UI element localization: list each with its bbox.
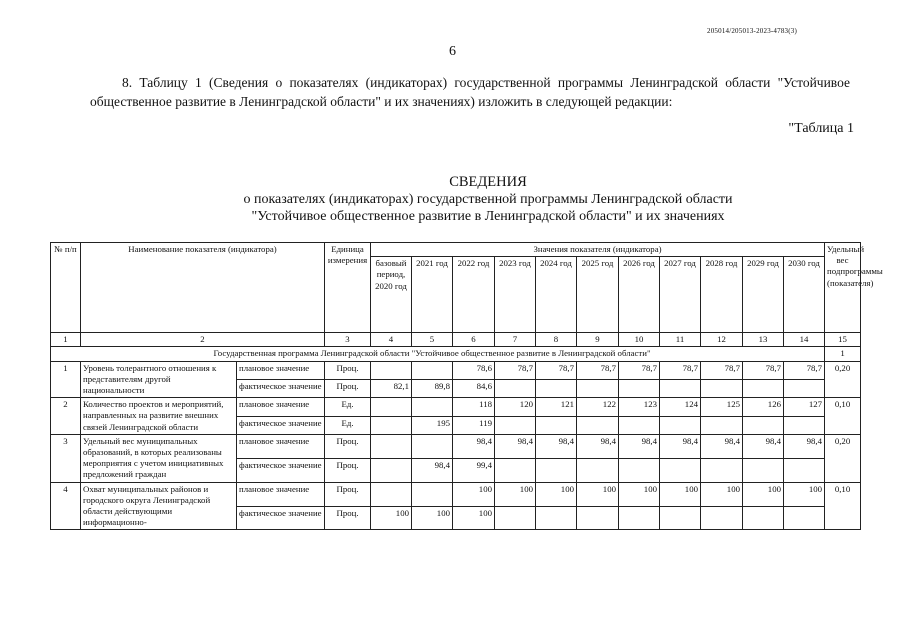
value-type-label: плановое значение <box>237 482 325 506</box>
value-cell: 124 <box>660 398 701 416</box>
value-cell <box>784 506 825 530</box>
value-type-label: плановое значение <box>237 361 325 379</box>
value-cell <box>701 379 743 397</box>
value-cell: 100 <box>495 482 536 506</box>
value-cell <box>619 416 660 434</box>
value-cell <box>660 506 701 530</box>
header-unit: Единица измерения <box>325 243 371 333</box>
value-cell <box>412 361 453 379</box>
value-cell: 98,4 <box>743 434 784 458</box>
value-cell <box>495 506 536 530</box>
value-type-label: плановое значение <box>237 398 325 416</box>
value-cell <box>536 379 577 397</box>
header-name: Наименование показателя (индикатора) <box>81 243 325 333</box>
header-year: 2024 год <box>536 257 577 333</box>
indicator-row-plan <box>51 361 861 379</box>
program-label: Государственная программа Ленинградской области "Устойчивое общественное развитие в Ленинградской области" <box>81 347 784 361</box>
header-values-group: Значения показателя (индикатора) <box>371 243 825 257</box>
header-year: 2022 год <box>453 257 495 333</box>
value-type-label: фактическое значение <box>237 416 325 434</box>
column-number: 1 <box>51 333 81 347</box>
indicator-number: 1 <box>51 361 81 398</box>
value-cell: 89,8 <box>412 379 453 397</box>
indicator-weight: 0,10 <box>825 398 861 435</box>
value-cell: 118 <box>453 398 495 416</box>
unit-cell: Ед. <box>325 416 371 434</box>
value-cell: 98,4 <box>619 434 660 458</box>
value-cell <box>536 458 577 482</box>
value-cell: 78,7 <box>660 361 701 379</box>
column-number: 5 <box>412 333 453 347</box>
indicator-name: Удельный вес муниципальных образований, в которых реализованы мероприятия с учетом инициативных предложений граждан <box>81 434 237 482</box>
value-type-label: фактическое значение <box>237 458 325 482</box>
value-cell: 98,4 <box>701 434 743 458</box>
header-weight: Удельный вес подпрограммы (показателя) <box>825 243 861 333</box>
value-cell <box>495 416 536 434</box>
value-cell: 98,4 <box>577 434 619 458</box>
value-cell <box>743 506 784 530</box>
value-cell: 120 <box>495 398 536 416</box>
indicator-number: 2 <box>51 398 81 435</box>
indicator-weight: 0,20 <box>825 434 861 482</box>
value-cell <box>577 416 619 434</box>
column-number: 8 <box>536 333 577 347</box>
value-cell <box>784 379 825 397</box>
value-cell: 195 <box>412 416 453 434</box>
value-cell: 98,4 <box>495 434 536 458</box>
value-cell: 84,6 <box>453 379 495 397</box>
heading-title: СВЕДЕНИЯ <box>449 174 527 190</box>
indicator-number: 4 <box>51 482 81 530</box>
column-number: 4 <box>371 333 412 347</box>
value-cell <box>495 379 536 397</box>
value-cell <box>660 379 701 397</box>
value-cell: 78,7 <box>701 361 743 379</box>
value-cell: 100 <box>577 482 619 506</box>
column-number: 9 <box>577 333 619 347</box>
value-cell <box>371 416 412 434</box>
value-cell <box>660 416 701 434</box>
indicator-name: Охват муниципальных районов и городского округа Ленинградской области действующими информационно- <box>81 482 237 530</box>
value-cell <box>371 458 412 482</box>
table-tag: "Таблица 1 <box>788 121 854 136</box>
value-cell: 119 <box>453 416 495 434</box>
value-cell: 123 <box>619 398 660 416</box>
value-cell <box>701 416 743 434</box>
unit-cell: Проц. <box>325 434 371 458</box>
value-cell <box>536 416 577 434</box>
value-cell: 98,4 <box>453 434 495 458</box>
value-cell: 100 <box>660 482 701 506</box>
value-cell: 98,4 <box>784 434 825 458</box>
value-cell <box>743 416 784 434</box>
value-cell <box>412 434 453 458</box>
value-cell <box>577 379 619 397</box>
value-cell: 100 <box>453 506 495 530</box>
value-cell: 122 <box>577 398 619 416</box>
value-cell: 78,7 <box>784 361 825 379</box>
column-number: 10 <box>619 333 660 347</box>
value-cell: 98,4 <box>412 458 453 482</box>
indicator-row-plan <box>51 434 861 458</box>
heading-line-2: "Устойчивое общественное развитие в Ленинградской области" и их значениях <box>251 209 725 224</box>
value-cell: 100 <box>743 482 784 506</box>
unit-cell: Проц. <box>325 458 371 482</box>
document-id: 205014/205013-2023-4783(3) <box>707 27 797 35</box>
unit-cell: Проц. <box>325 379 371 397</box>
header-row-1 <box>51 243 861 257</box>
column-number: 14 <box>784 333 825 347</box>
header-year: 2026 год <box>619 257 660 333</box>
header-year: 2023 год <box>495 257 536 333</box>
value-cell: 78,7 <box>536 361 577 379</box>
value-cell: 100 <box>453 482 495 506</box>
value-cell: 82,1 <box>371 379 412 397</box>
column-number: 15 <box>825 333 861 347</box>
program-row <box>51 347 861 361</box>
value-cell: 100 <box>701 482 743 506</box>
value-cell: 125 <box>701 398 743 416</box>
value-cell <box>743 379 784 397</box>
program-weight: 1 <box>825 347 861 361</box>
value-cell <box>784 416 825 434</box>
indicator-name: Уровень толерантного отношения к представителям другой национальности <box>81 361 237 398</box>
value-cell <box>495 458 536 482</box>
header-base: базовый период, 2020 год <box>371 257 412 333</box>
heading-line-1: о показателях (индикаторах) государственной программы Ленинградской области <box>243 192 733 207</box>
column-numbers-row <box>51 333 861 347</box>
page-number: 6 <box>449 44 456 59</box>
value-cell: 78,7 <box>495 361 536 379</box>
value-cell: 126 <box>743 398 784 416</box>
value-cell: 127 <box>784 398 825 416</box>
column-number: 13 <box>743 333 784 347</box>
column-number: 12 <box>701 333 743 347</box>
value-cell: 100 <box>784 482 825 506</box>
value-cell <box>536 506 577 530</box>
value-cell <box>660 458 701 482</box>
value-cell <box>412 482 453 506</box>
indicator-row-plan <box>51 482 861 506</box>
header-year: 2027 год <box>660 257 701 333</box>
value-cell <box>619 458 660 482</box>
value-cell <box>784 458 825 482</box>
indicator-name: Количество проектов и мероприятий, направленных на развитие внешних связей Ленинградской области <box>81 398 237 435</box>
header-year: 2030 год <box>784 257 825 333</box>
header-year: 2029 год <box>743 257 784 333</box>
value-cell <box>371 434 412 458</box>
indicator-number: 3 <box>51 434 81 482</box>
value-cell: 100 <box>371 506 412 530</box>
value-cell: 78,7 <box>577 361 619 379</box>
indicator-weight: 0,20 <box>825 361 861 398</box>
value-cell: 78,6 <box>453 361 495 379</box>
indicator-weight: 0,10 <box>825 482 861 530</box>
column-number: 11 <box>660 333 701 347</box>
value-cell <box>412 398 453 416</box>
value-cell <box>371 482 412 506</box>
unit-cell: Проц. <box>325 361 371 379</box>
value-cell <box>701 506 743 530</box>
amendment-paragraph: 8. Таблицу 1 (Сведения о показателях (индикаторах) государственной программы Ленинградской области "Устойчивое общественное развитие в Ленинградской области" и их значениях) изложить в следующей редакции: <box>90 75 850 109</box>
value-cell: 78,7 <box>743 361 784 379</box>
value-cell <box>577 458 619 482</box>
unit-cell: Проц. <box>325 506 371 530</box>
indicators-table <box>50 242 883 530</box>
header-num: № п/п <box>51 243 81 333</box>
value-type-label: плановое значение <box>237 434 325 458</box>
column-number: 3 <box>325 333 371 347</box>
value-cell <box>743 458 784 482</box>
value-cell: 99,4 <box>453 458 495 482</box>
value-type-label: фактическое значение <box>237 506 325 530</box>
table-body <box>51 243 883 530</box>
column-number: 7 <box>495 333 536 347</box>
unit-cell: Проц. <box>325 482 371 506</box>
unit-cell: Ед. <box>325 398 371 416</box>
value-cell <box>619 379 660 397</box>
table-heading <box>0 174 905 225</box>
value-cell: 100 <box>536 482 577 506</box>
value-cell <box>701 458 743 482</box>
value-cell <box>371 398 412 416</box>
column-number: 6 <box>453 333 495 347</box>
value-cell <box>619 506 660 530</box>
value-cell: 98,4 <box>660 434 701 458</box>
value-cell: 78,7 <box>619 361 660 379</box>
indicator-row-plan <box>51 398 861 416</box>
header-year: 2021 год <box>412 257 453 333</box>
value-cell <box>577 506 619 530</box>
value-type-label: фактическое значение <box>237 379 325 397</box>
header-year: 2028 год <box>701 257 743 333</box>
column-number: 2 <box>81 333 325 347</box>
value-cell: 121 <box>536 398 577 416</box>
header-year: 2025 год <box>577 257 619 333</box>
value-cell: 98,4 <box>536 434 577 458</box>
value-cell: 100 <box>619 482 660 506</box>
value-cell <box>371 361 412 379</box>
value-cell: 100 <box>412 506 453 530</box>
